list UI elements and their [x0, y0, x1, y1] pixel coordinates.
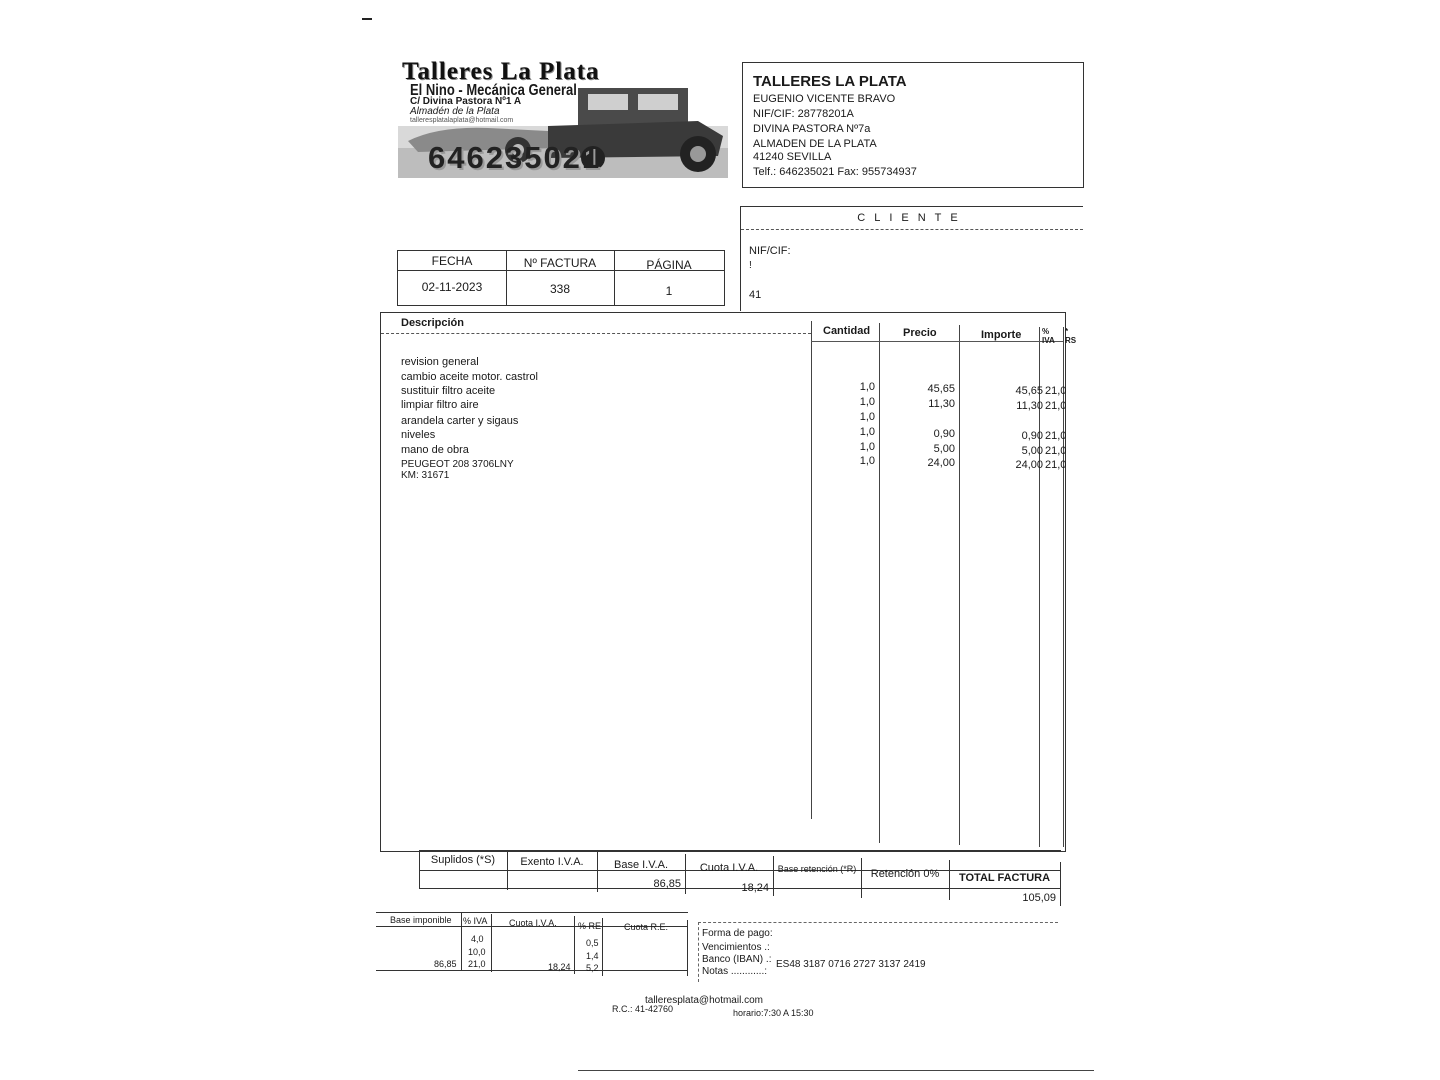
- totals-table: [419, 850, 1061, 906]
- cuota-iva-header: Cuota I.V.A.: [699, 862, 759, 874]
- item-quantity: 1,0: [859, 381, 875, 393]
- item-description: sustituir filtro aceite: [401, 385, 496, 397]
- item-description: mano de obra: [401, 444, 469, 456]
- scan-mark: [362, 18, 372, 20]
- base-iva-header: Base I.V.A.: [613, 859, 669, 871]
- item-price: 0,90: [933, 428, 955, 440]
- logo-phone: 646235021: [428, 140, 602, 175]
- item-amount: 24,00: [1015, 459, 1043, 471]
- item-price: 45,65: [927, 383, 955, 395]
- bank-iban-value: ES48 3187 0716 2727 3137 2419: [776, 959, 926, 970]
- price-header: Precio: [903, 327, 937, 339]
- footer-hours: horario:7:30 A 15:30: [733, 1008, 814, 1018]
- re-rate-header: % RE: [578, 921, 602, 931]
- total-value: 105,09: [1022, 892, 1056, 904]
- invoice-number: 338: [549, 282, 571, 296]
- base-iva-value: 86,85: [653, 878, 681, 890]
- page-bottom-line: [578, 1070, 1094, 1071]
- vehicle-model: PEUGEOT 208 3706LNY: [401, 459, 514, 470]
- invoice-date: 02-11-2023: [421, 280, 483, 294]
- item-iva: 21,0: [1045, 430, 1067, 442]
- re-rate: 1,4: [586, 951, 599, 961]
- logo-title: Talleres La Plata: [402, 58, 600, 85]
- notes-label: Notas ............:: [702, 966, 768, 977]
- base-imponible-header: Base imponible: [390, 915, 452, 925]
- client-box: [740, 206, 1083, 311]
- item-quantity: 1,0: [859, 455, 875, 467]
- company-info-box: [742, 62, 1084, 188]
- item-price: 5,00: [933, 443, 955, 455]
- re-rate: 0,5: [586, 938, 599, 948]
- page-header: PÁGINA: [646, 258, 692, 272]
- logo-town: Almadén de la Plata: [410, 106, 500, 117]
- iva-rate-header: % IVA: [463, 916, 488, 926]
- item-iva: 21,0: [1045, 459, 1067, 471]
- items-table: [380, 312, 1077, 852]
- company-name: TALLERES LA PLATA: [753, 73, 907, 90]
- item-iva: 21,0: [1045, 400, 1067, 412]
- item-quantity: 1,0: [859, 426, 875, 438]
- suplidos-header: Suplidos (*S): [430, 854, 496, 866]
- tax-breakdown-table: [376, 912, 688, 972]
- page-number: 1: [665, 284, 673, 298]
- item-quantity: 1,0: [859, 411, 875, 423]
- logo-address: C/ Divina Pastora Nº1 A: [410, 96, 522, 107]
- client-mark: !: [749, 260, 752, 271]
- company-owner: EUGENIO VICENTE BRAVO: [753, 93, 896, 105]
- cuota-re-header: Cuota R.E.: [624, 922, 669, 932]
- re-rate: 5,2: [586, 963, 599, 973]
- item-description: arandela carter y sigaus: [401, 415, 519, 427]
- total-header: TOTAL FACTURA: [958, 872, 1051, 884]
- company-nif: NIF/CIF: 28778201A: [753, 108, 854, 120]
- tax-base-value: 86,85: [434, 959, 457, 969]
- cuota-iva-value: 18,24: [741, 882, 769, 894]
- cuota-iva-header: Cuota I.V.A.: [509, 918, 557, 928]
- client-nif-label: NIF/CIF:: [749, 245, 791, 257]
- company-street: DIVINA PASTORA Nº7a: [753, 123, 871, 135]
- item-amount: 5,00: [1021, 445, 1043, 457]
- invoice-number-header: Nº FACTURA: [523, 256, 597, 270]
- iva-header: % IVA: [1042, 327, 1055, 345]
- item-iva: 21,0: [1045, 385, 1067, 397]
- quantity-header: Cantidad: [823, 325, 871, 337]
- description-header: Descripción: [401, 317, 464, 329]
- item-quantity: 1,0: [859, 396, 875, 408]
- tax-cuota-value: 18,24: [548, 962, 571, 972]
- client-header: CLIENTE: [741, 207, 1083, 230]
- item-description: cambio aceite motor. castrol: [401, 371, 538, 383]
- company-postal: 41240 SEVILLA: [753, 151, 832, 163]
- item-amount: 45,65: [1015, 385, 1043, 397]
- client-postal: 41: [749, 289, 762, 301]
- item-quantity: 1,0: [859, 441, 875, 453]
- exento-iva-header: Exento I.V.A.: [520, 856, 584, 868]
- item-description: revision general: [401, 356, 479, 368]
- base-retencion-header: Base retención (*R): [777, 864, 857, 874]
- amount-header: Importe: [981, 329, 1022, 341]
- item-description: limpiar filtro aire: [401, 399, 479, 411]
- item-iva: 21,0: [1045, 445, 1067, 457]
- item-amount: 0,90: [1021, 430, 1043, 442]
- company-phone-fax: Telf.: 646235021 Fax: 955734937: [753, 166, 917, 178]
- logo-subtitle: El Nino - Mecánica General: [410, 80, 577, 99]
- payment-info: [698, 922, 1058, 1000]
- bank-iban-label: Banco (IBAN) .:: [702, 954, 772, 965]
- logo-email: talleresplatalaplata@hotmail.com: [410, 117, 514, 124]
- date-header: FECHA: [431, 254, 473, 268]
- item-description: niveles: [401, 429, 436, 441]
- due-dates-label: Vencimientos .:: [702, 942, 770, 953]
- vehicle-km: KM: 31671: [401, 470, 450, 481]
- company-town: ALMADEN DE LA PLATA: [753, 138, 877, 150]
- iva-rate: 10,0: [468, 947, 486, 957]
- payment-method-label: Forma de pago:: [702, 928, 773, 939]
- footer-rc: R.C.: 41-42760: [612, 1004, 674, 1014]
- item-price: 11,30: [928, 398, 955, 410]
- rs-header: * RS: [1065, 327, 1077, 345]
- retencion-header: Retención 0%: [870, 868, 940, 880]
- item-price: 24,00: [927, 457, 955, 469]
- item-amount: 11,30: [1016, 400, 1043, 412]
- iva-rate: 4,0: [471, 934, 484, 944]
- iva-rate: 21,0: [468, 959, 486, 969]
- footer-email: talleresplata@hotmail.com: [645, 995, 763, 1006]
- invoice-meta-table: [397, 250, 725, 306]
- company-logo: [398, 58, 728, 178]
